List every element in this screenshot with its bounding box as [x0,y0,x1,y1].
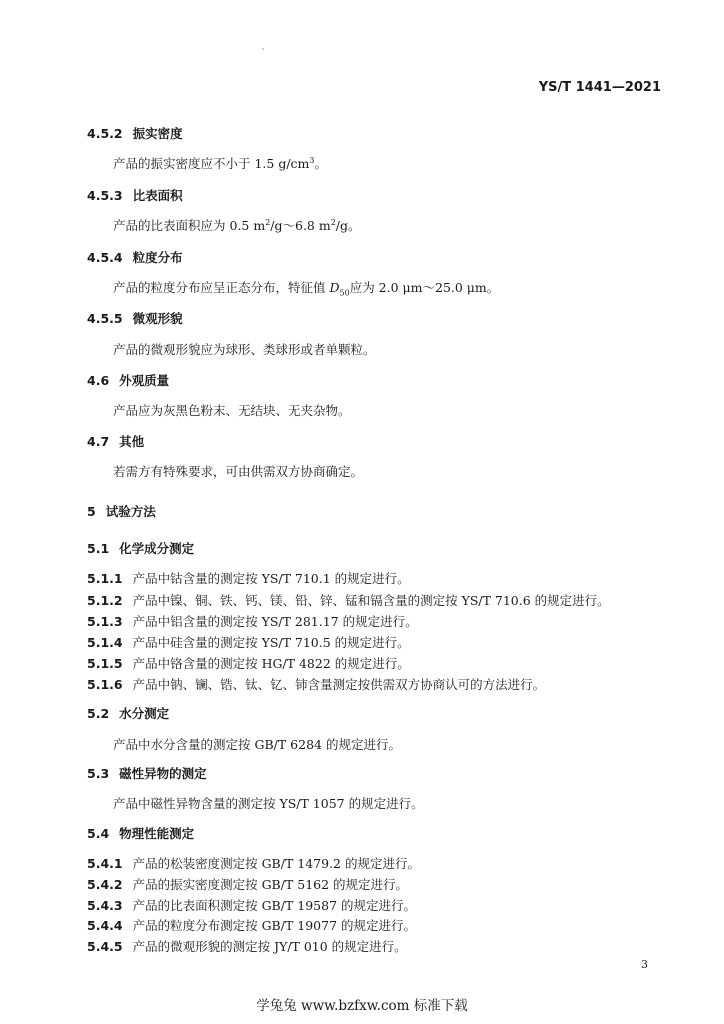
heading-5-4: 5.4 物理性能测定 [87,826,195,841]
list-item-5-1-1: 5.1.1 产品中钴含量的测定按 YS/T 710.1 的规定进行。 [87,571,410,586]
list-item-5-4-1: 5.4.1 产品的松装密度测定按 GB/T 1479.2 的规定进行。 [87,856,420,871]
list-item-5-4-3: 5.4.3 产品的比表面积测定按 GB/T 19587 的规定进行。 [87,898,416,913]
footer-watermark: 学兔兔 www.bzfxw.com 标准下载 [256,998,468,1014]
heading-4-5-2: 4.5.2 振实密度 [87,126,183,141]
para-4-5-3: 产品的比表面积应为 0.5 $m^2/g\sim 6.8$ $m^2/g$。 [113,217,361,233]
heading-4-6: 4.6 外观质量 [87,373,170,388]
list-item-5-4-2: 5.4.2 产品的振实密度测定按 GB/T 5162 的规定进行。 [87,877,409,892]
list-item-5-4-5: 5.4.5 产品的微观形貌的测定按 JY/T 010 的规定进行。 [87,939,407,954]
para-5-3: 产品中磁性异物含量的测定按 YS/T 1057 的规定进行。 [113,796,424,811]
para-4-7: 若需方有特殊要求，可由供需双方协商确定。 [113,464,364,479]
heading-5-1: 5.1 化学成分测定 [87,541,195,556]
list-item-5-1-3: 5.1.3 产品中铝含量的测定按 YS/T 281.17 的规定进行。 [87,614,418,629]
heading-4-5-3: 4.5.3 比表面积 [87,188,183,203]
para-5-2: 产品中水分含量的测定按 GB/T 6284 的规定进行。 [113,737,401,752]
list-item-5-1-4: 5.1.4 产品中硅含量的测定按 YS/T 710.5 的规定进行。 [87,635,410,650]
heading-4-5-5: 4.5.5 微观形貌 [87,311,183,326]
heading-4-7: 4.7 其他 [87,434,145,449]
list-item-5-1-6: 5.1.6 产品中钠、镧、锆、钛、钇、铈含量测定按供需双方协商认可的方法进行。 [87,677,546,692]
para-4-6: 产品应为灰黑色粉末、无结块、无夹杂物。 [113,403,351,418]
para-4-5-2: 产品的振实密度应不小于 1.5 $g/cm^3$。 [113,155,328,171]
para-4-5-4: 产品的粒度分布应呈正态分布，特征值 $D_{50}$应为 2.0 μm～25.0 μm。 [113,280,500,298]
heading-5: 5 试验方法 [87,504,156,519]
heading-5-3: 5.3 磁性异物的测定 [87,766,207,781]
list-item-5-1-2: 5.1.2 产品中镍、铜、铁、钙、镁、铅、锌、锰和镉含量的测定按 YS/T 710.6 的规定进行。 [87,593,610,608]
standard-number: YS/T 1441—2021 [538,80,661,95]
heading-4-5-4: 4.5.4 粒度分布 [87,250,183,265]
para-4-5-5: 产品的微观形貌应为球形、类球形或者单颗粒。 [113,342,376,357]
heading-5-2: 5.2 水分测定 [87,706,170,721]
scan-dot [262,48,264,50]
list-item-5-1-5: 5.1.5 产品中铬含量的测定按 HG/T 4822 的规定进行。 [87,656,410,671]
list-item-5-4-4: 5.4.4 产品的粒度分布测定按 GB/T 19077 的规定进行。 [87,918,416,933]
page-number: 3 [641,958,648,971]
